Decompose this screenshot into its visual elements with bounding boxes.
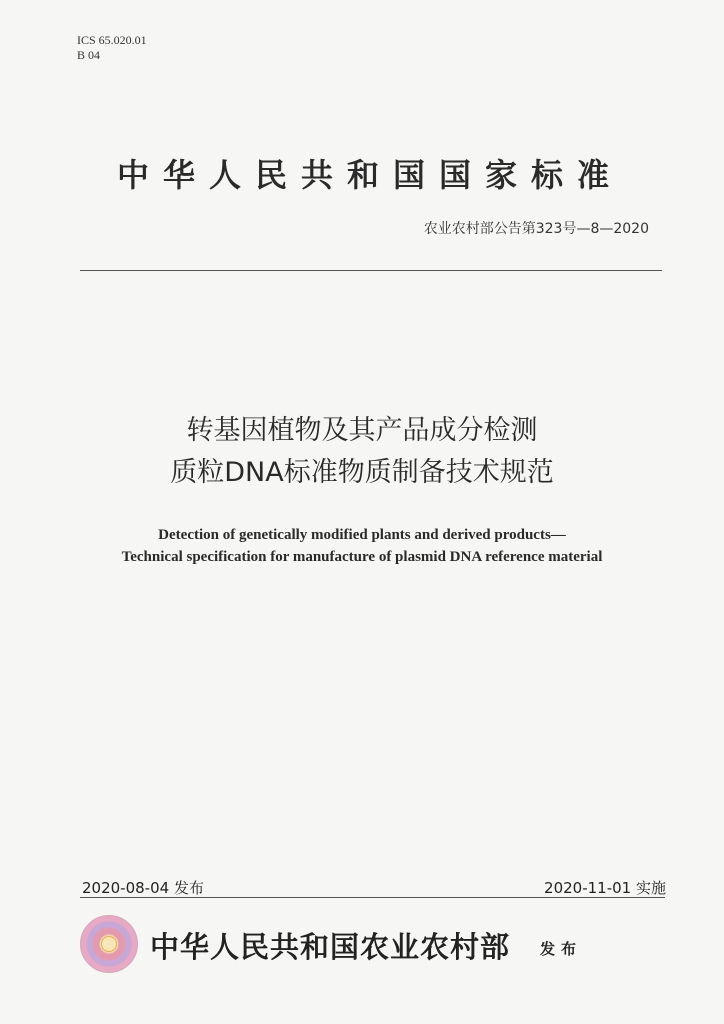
english-title-line-1: Detection of genetically modified plants and derived products— [158, 527, 566, 543]
publisher-name: 中华人民共和国农业农村部 [150, 930, 511, 964]
english-title-line-2: Technical specification for manufacture of plasmid DNA reference material [121, 549, 603, 565]
ccs-code: B 04 [77, 48, 101, 62]
english-title [0, 524, 724, 568]
bottom-divider [80, 897, 665, 898]
top-divider [80, 270, 662, 271]
ics-code: ICS 65.020.01 [77, 33, 147, 47]
implementation-date: 2020-11-01 实施 [544, 879, 666, 897]
issue-date: 2020-08-04 发布 [82, 879, 204, 897]
national-standard-title: 中华人民共和国国家标准 [116, 156, 623, 194]
chinese-title-line-2: 质粒DNA标准物质制备技术规范 [170, 457, 554, 488]
classification-codes [77, 33, 147, 63]
standard-number: 农业农村部公告第323号—8—2020 [423, 221, 649, 237]
chinese-title-line-1: 转基因植物及其产品成分检测 [186, 415, 538, 446]
ministry-seal-icon [80, 915, 138, 973]
chinese-title [0, 410, 724, 494]
publish-label: 发布 [540, 940, 583, 958]
